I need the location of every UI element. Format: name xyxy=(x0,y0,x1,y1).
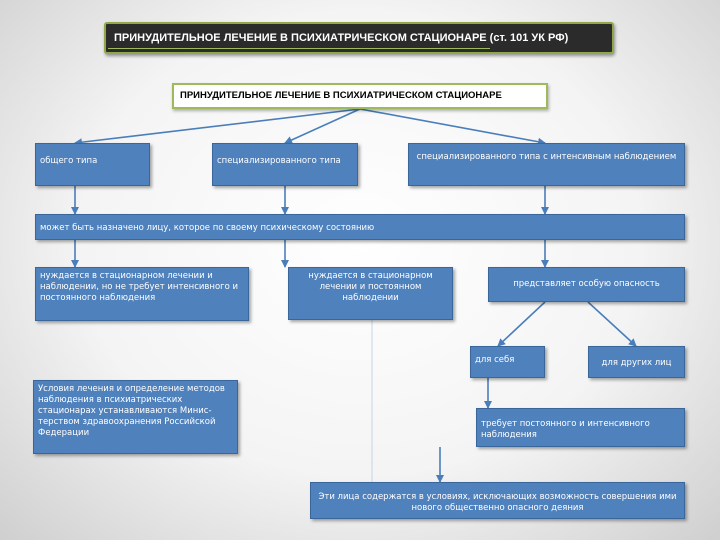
requires-box: требует постоянного и интенсивного наблюдения xyxy=(476,408,685,447)
type-intensive-box: специализированного типа с интенсивным наблюдением xyxy=(408,143,685,186)
danger-self-box: для себя xyxy=(470,346,545,378)
line-danger-to-self xyxy=(498,302,545,346)
title-underline xyxy=(108,48,490,49)
line-danger-to-others xyxy=(588,302,636,346)
subtitle-box: ПРИНУДИТЕЛЬНОЕ ЛЕЧЕНИЕ В ПСИХИАТРИЧЕСКОМ СТАЦИОНАРЕ xyxy=(172,83,548,109)
type-specialized-box: специализированного типа xyxy=(212,143,358,186)
line-sub-to-intensive xyxy=(360,109,545,143)
assigned-bar: может быть назначено лицу, которое по своему психическому состоянию xyxy=(35,214,685,240)
needs-constant-box: нуждается в стационарном лечении и постоянном наблюдении xyxy=(288,267,453,320)
needs-no-intensive-box: нуждается в стационарном лечении и наблюдении, но не требует интенсивного и постоянного наблюдения xyxy=(35,267,249,321)
danger-others-box: для других лиц xyxy=(588,346,685,378)
type-general-box: общего типа xyxy=(35,143,150,186)
line-sub-to-general xyxy=(75,109,360,143)
conditions-box: Условия лечения и определение методов наблюдения в психиатрических стационарах устанавливаются Минис-терством здравоохранения Российской Федерации xyxy=(33,380,238,454)
page-title: ПРИНУДИТЕЛЬНОЕ ЛЕЧЕНИЕ В ПСИХИАТРИЧЕСКОМ СТАЦИОНАРЕ (ст. 101 УК РФ) xyxy=(104,22,614,54)
danger-box: представляет особую опасность xyxy=(488,267,685,302)
kept-box: Эти лица содержатся в условиях, исключающих возможность совершения ими нового общественно опасного деяния xyxy=(310,482,685,519)
